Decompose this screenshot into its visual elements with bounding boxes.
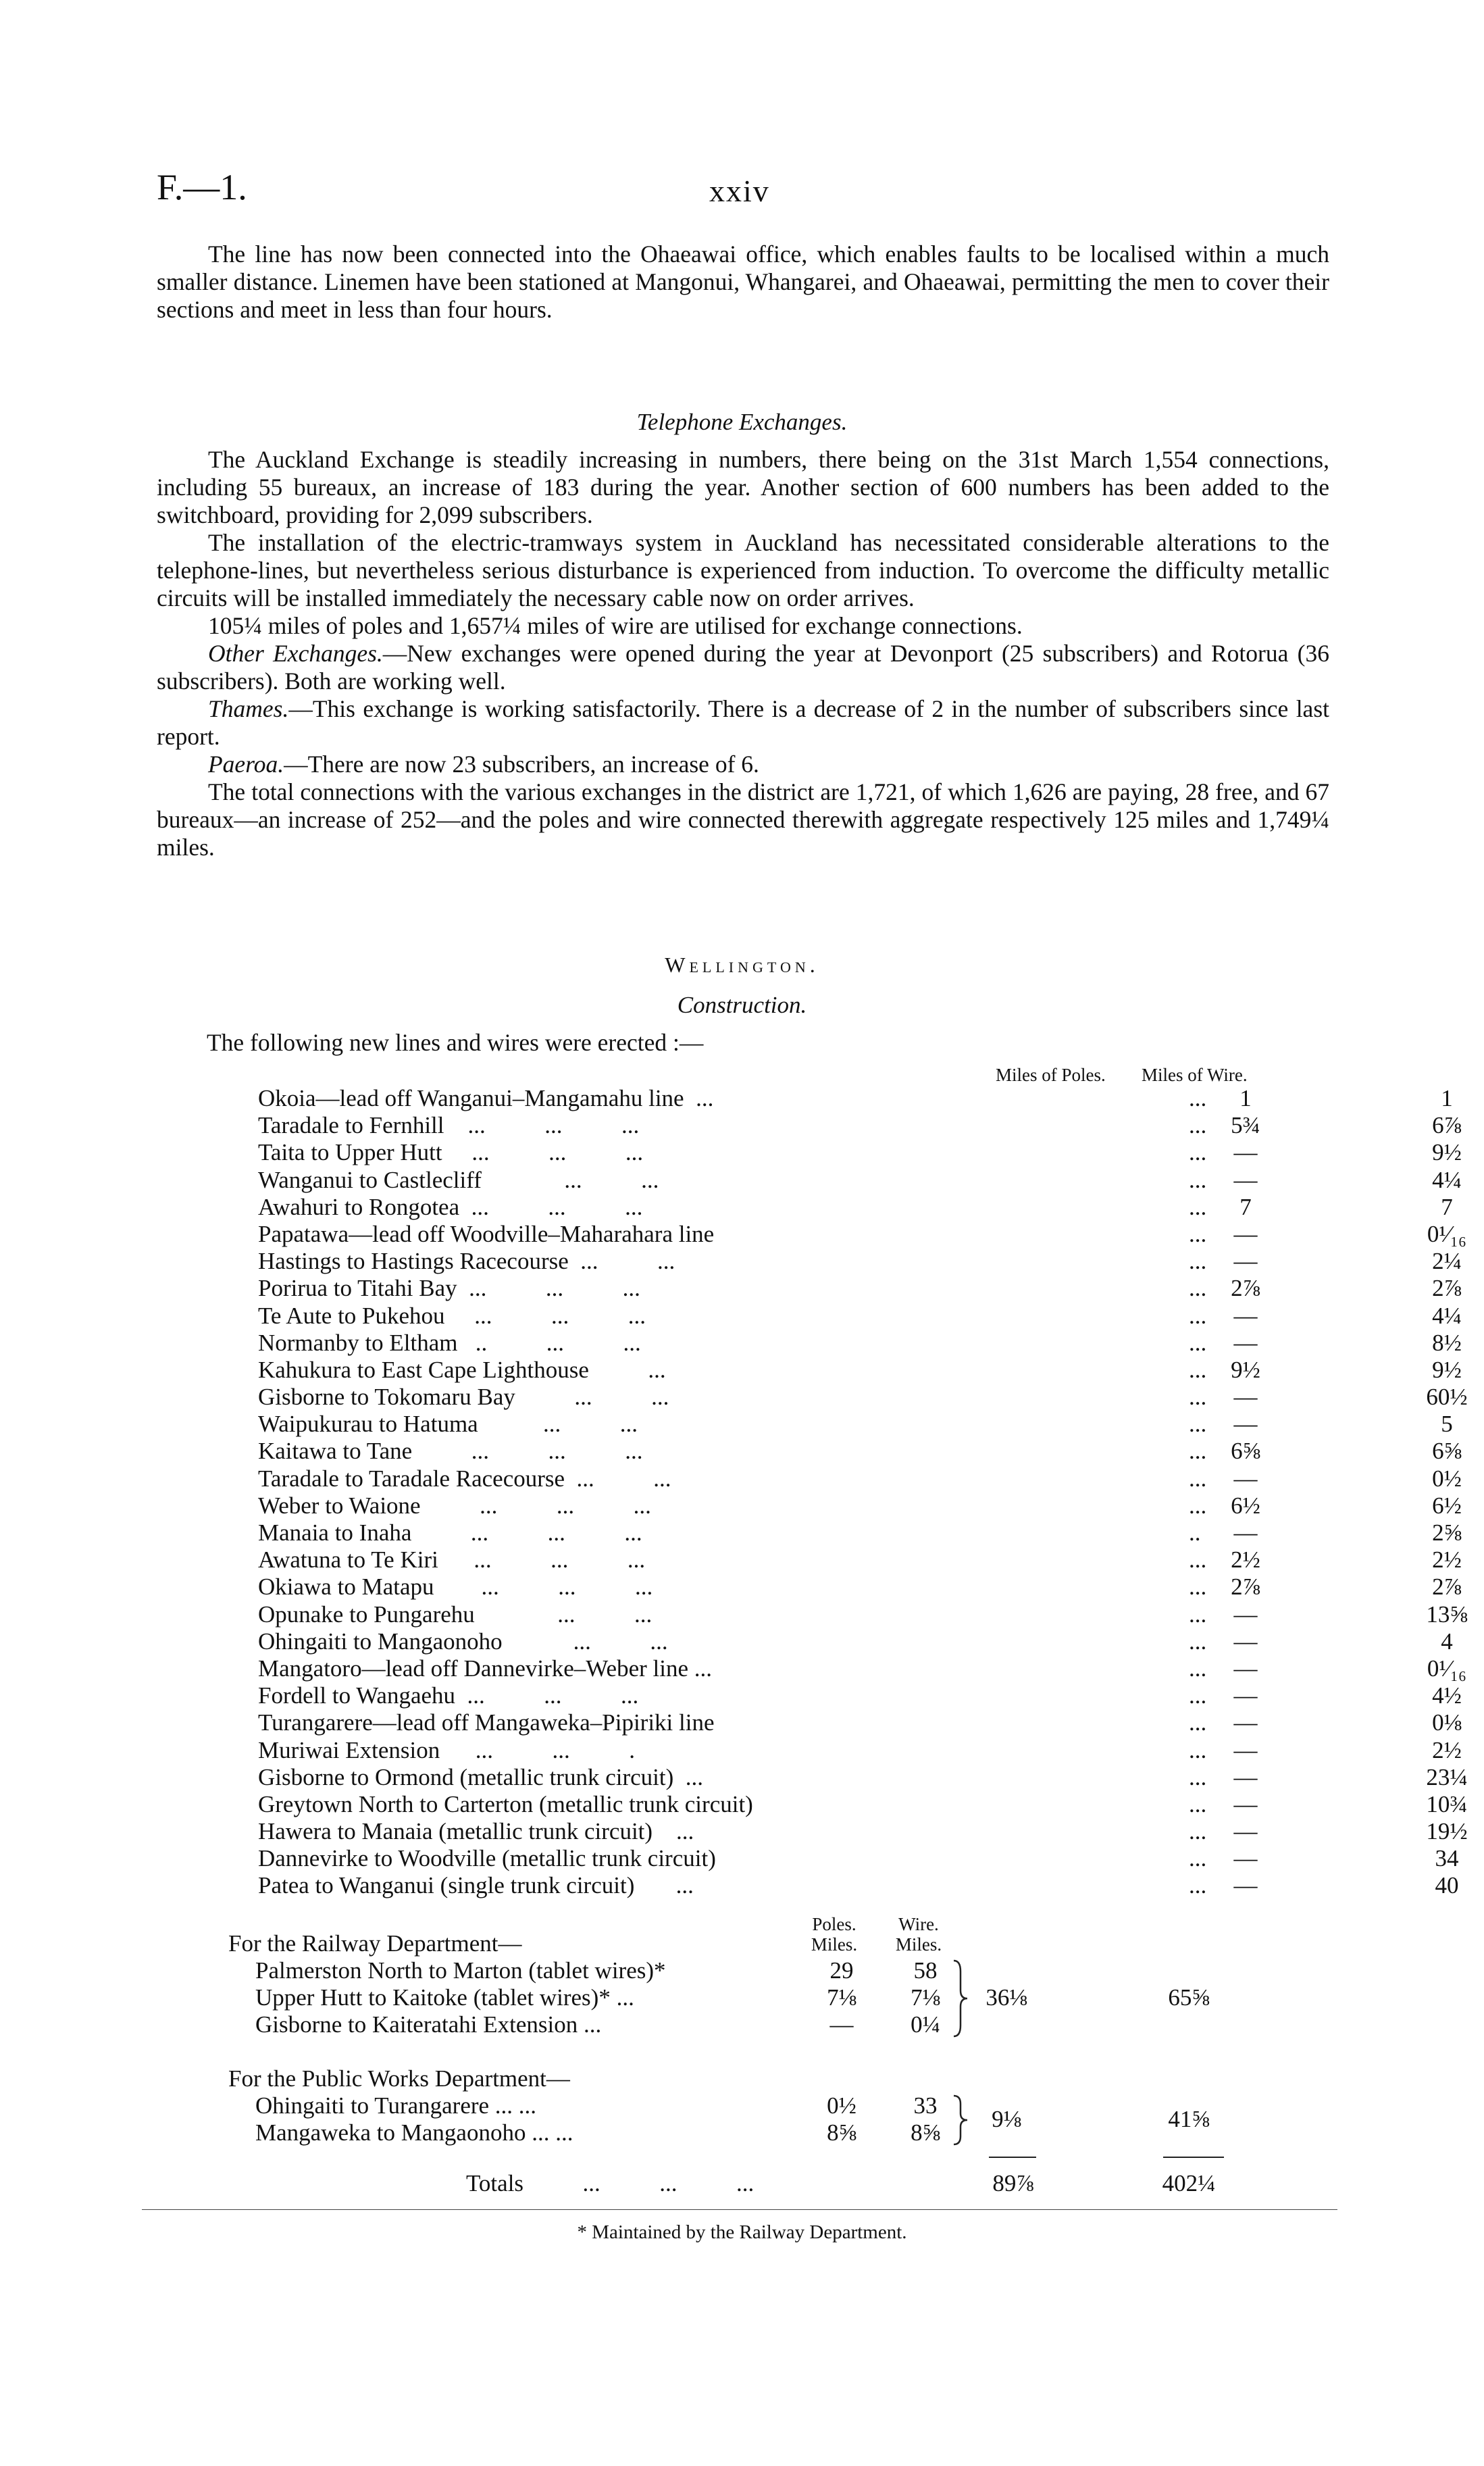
totals-poles: 89⅞ — [992, 2170, 1034, 2196]
railway-item-wire: 0¼ — [911, 2011, 940, 2038]
leader-dots: ... — [1189, 1384, 1207, 1411]
leader-dots: ... — [1189, 1763, 1207, 1790]
intro-paragraph-block — [157, 241, 1329, 324]
miles-of-poles: — — [1233, 1845, 1258, 1872]
miles-of-wire: 2¼ — [1432, 1248, 1462, 1275]
miles-of-wire: 19½ — [1426, 1818, 1468, 1845]
document-reference: F.—1. — [157, 167, 247, 207]
leader-dots: ... — [1189, 1139, 1207, 1166]
leader-dots: ... — [1189, 1166, 1207, 1193]
leader-dots: ... — [1189, 1546, 1207, 1574]
miles-of-poles: — — [1233, 1248, 1258, 1275]
railway-item-poles: 7⅛ — [827, 1984, 856, 2011]
table-row — [258, 1655, 1467, 1682]
miles-of-poles: 2½ — [1231, 1546, 1260, 1574]
table-row — [258, 1384, 1468, 1411]
telephone-heading: Telephone Exchanges. — [636, 409, 848, 435]
miles-of-poles: — — [1233, 1329, 1258, 1356]
miles-of-poles: — — [1233, 1709, 1258, 1736]
table-row — [258, 1112, 1462, 1139]
table-row — [258, 1546, 1462, 1574]
miles-of-wire: 0¹⁄₁₆ — [1427, 1220, 1467, 1247]
miles-of-poles: — — [1233, 1818, 1258, 1845]
table-row — [258, 1736, 1462, 1764]
miles-of-poles: — — [1233, 1601, 1258, 1628]
subheader-wire — [881, 1914, 956, 1955]
line-name: Hastings to Hastings Racecourse ... ... — [258, 1248, 675, 1275]
miles-of-poles: 6½ — [1231, 1492, 1260, 1519]
telephone-section — [157, 446, 1329, 861]
miles-of-wire: 4¼ — [1432, 1302, 1462, 1329]
leader-dots: ... — [1189, 1736, 1207, 1763]
line-name: Okiawa to Matapu ... ... ... — [258, 1574, 653, 1601]
telephone-paragraph-3: 105¼ miles of poles and 1,657¼ miles of wire are utilised for exchange connections. — [208, 612, 1023, 639]
miles-of-poles: — — [1233, 1465, 1258, 1492]
miles-of-wire: 23¼ — [1426, 1763, 1468, 1790]
miles-of-wire: 5 — [1441, 1411, 1453, 1438]
line-name: Taradale to Fernhill ... ... ... — [258, 1112, 640, 1139]
miles-of-poles: — — [1233, 1166, 1258, 1193]
leader-dots: ... — [1189, 1275, 1207, 1302]
table-row — [258, 1709, 1462, 1736]
public-works-total-poles: 9⅛ — [992, 2106, 1021, 2132]
railway-total-wire: 65⅝ — [1168, 1984, 1210, 2011]
public-works-item-poles: 8⅝ — [827, 2119, 856, 2146]
line-name: Gisborne to Tokomaru Bay ... ... — [258, 1384, 669, 1411]
line-name: Okoia—lead off Wanganui–Mangamahu line ... — [258, 1085, 714, 1111]
line-name: Dannevirke to Woodville (metallic trunk circuit) — [258, 1845, 716, 1872]
subheader-poles — [797, 1914, 871, 1955]
subheader-poles-unit: Miles. — [811, 1934, 858, 1955]
subheader-wire-label: Wire. — [898, 1914, 939, 1934]
railway-total-poles: 36⅛ — [986, 1984, 1027, 2011]
miles-of-wire: 9½ — [1432, 1356, 1462, 1383]
miles-of-wire: 4½ — [1432, 1682, 1462, 1709]
miles-of-poles: 1 — [1239, 1085, 1252, 1111]
public-works-item-wire: 8⅝ — [911, 2119, 940, 2146]
leader-dots: ... — [1189, 1790, 1207, 1817]
leader-dots: ... — [1189, 1220, 1207, 1247]
page-number: xxiv — [709, 174, 770, 208]
miles-of-wire: 10¾ — [1426, 1790, 1468, 1817]
leader-dots: ... — [1189, 1492, 1207, 1519]
leader-dots: ... — [1189, 1655, 1207, 1682]
column-header-poles: Miles of Poles. — [996, 1065, 1106, 1085]
construction-lines-table — [258, 1085, 1468, 1900]
leader-dots: ... — [1189, 1709, 1207, 1736]
miles-of-poles: 5¾ — [1231, 1112, 1260, 1139]
construction-intro: The following new lines and wires were erected :— — [207, 1029, 704, 1056]
table-row — [258, 1519, 1462, 1546]
line-name: Muriwai Extension ... ... . — [258, 1736, 636, 1763]
leader-dots: ... — [1189, 1411, 1207, 1438]
telephone-paragraph-2: The installation of the electric-tramways system in Auckland has necessitated considerable alterations to the telephone-lines, but nevertheless serious disturbance is experienced from induction. To overcome the difficulty metallic circuits will be installed immediately the necessary cable now on order arrives. — [157, 529, 1329, 611]
table-row — [258, 1818, 1468, 1845]
miles-of-poles: 2⅞ — [1231, 1574, 1260, 1601]
table-row — [258, 1763, 1468, 1791]
railway-heading: For the Railway Department— — [228, 1930, 522, 1957]
leader-dots: ... — [1189, 1302, 1207, 1329]
subheader-poles-label: Poles. — [812, 1914, 856, 1934]
miles-of-poles: — — [1233, 1302, 1258, 1329]
leader-dots: ... — [1189, 1356, 1207, 1383]
leader-dots: ... — [1189, 1818, 1207, 1845]
table-row — [258, 1302, 1462, 1330]
table-row — [258, 1438, 1462, 1465]
line-name: Normanby to Eltham .. ... ... — [258, 1329, 641, 1356]
miles-of-poles: — — [1233, 1872, 1258, 1899]
leader-dots: ... — [1189, 1329, 1207, 1356]
thames-text: —This exchange is working satisfactorily. There is a decrease of 2 in the number of subscribers since last report. — [157, 695, 1329, 750]
miles-of-poles: — — [1233, 1736, 1258, 1763]
line-name: Gisborne to Ormond (metallic trunk circuit) ... — [258, 1763, 704, 1790]
line-name: Hawera to Manaia (metallic trunk circuit) ... — [258, 1818, 694, 1845]
public-works-item-poles: 0½ — [827, 2092, 856, 2119]
miles-of-wire: 2⅞ — [1432, 1275, 1462, 1302]
table-row — [258, 1628, 1453, 1655]
table-row — [258, 1220, 1467, 1248]
line-name: Taita to Upper Hutt ... ... ... — [258, 1139, 644, 1166]
public-works-total-wire: 41⅝ — [1168, 2106, 1210, 2132]
railway-item-poles: 29 — [829, 1957, 854, 1984]
miles-of-wire: 2½ — [1432, 1546, 1462, 1574]
column-header-wire: Miles of Wire. — [1142, 1065, 1248, 1085]
table-row — [258, 1411, 1453, 1438]
table-row — [258, 1492, 1462, 1519]
wellington-heading: Wellington. — [665, 953, 819, 977]
line-name: Porirua to Titahi Bay ... ... ... — [258, 1275, 640, 1302]
line-name: Manaia to Inaha ... ... ... — [258, 1519, 642, 1546]
miles-of-wire: 40 — [1435, 1872, 1459, 1899]
railway-item-wire: 58 — [913, 1957, 938, 1984]
line-name: Turangarere—lead off Mangaweka–Pipiriki line — [258, 1709, 715, 1736]
totals-wire: 402¼ — [1162, 2170, 1216, 2196]
table-row — [258, 1248, 1462, 1275]
leader-dots: ... — [1189, 1085, 1207, 1111]
leader-dots: ... — [1189, 1248, 1207, 1275]
telephone-paragraph-5 — [157, 695, 1329, 751]
table-row — [258, 1465, 1462, 1492]
line-name: Waipukurau to Hatuma ... ... — [258, 1411, 638, 1438]
telephone-paragraph-7: The total connections with the various exchanges in the district are 1,721, of which 1,626 are paying, 28 free, and 67 bureaux—an increase of 252—and the poles and wire connected therewith aggregate respectively 125 miles and 1,749¼ miles. — [157, 778, 1329, 861]
miles-of-wire: 0½ — [1432, 1465, 1462, 1492]
miles-of-poles: 6⅝ — [1231, 1438, 1260, 1465]
construction-heading: Construction. — [677, 992, 807, 1018]
line-name: Fordell to Wangaehu ... ... ... — [258, 1682, 639, 1709]
table-row — [258, 1682, 1462, 1709]
public-works-item-name: Mangaweka to Mangaonoho ... ... — [255, 2119, 573, 2146]
miles-of-wire: 6½ — [1432, 1492, 1462, 1519]
miles-of-wire: 34 — [1435, 1845, 1459, 1872]
miles-of-poles: — — [1233, 1519, 1258, 1546]
leader-dots: ... — [1189, 1845, 1207, 1872]
leader-dots: ... — [1189, 1465, 1207, 1492]
miles-of-poles: — — [1233, 1682, 1258, 1709]
miles-of-poles: — — [1233, 1655, 1258, 1682]
telephone-paragraph-4 — [157, 640, 1329, 695]
other-exchanges-text: —New exchanges were opened during the year at Devonport (25 subscribers) and Rotorua (36 subscribers). Both are working well. — [157, 640, 1329, 695]
miles-of-wire: 2⅝ — [1432, 1519, 1462, 1546]
paeroa-text: —There are now 23 subscribers, an increase of 6. — [284, 751, 759, 778]
line-name: Opunake to Pungarehu ... ... — [258, 1601, 653, 1628]
footnote-rule — [142, 2209, 1337, 2210]
leader-dots: ... — [1189, 1601, 1207, 1628]
totals-rule-poles — [989, 2157, 1036, 2158]
miles-of-poles: — — [1233, 1139, 1258, 1166]
public-works-item-wire: 33 — [913, 2092, 938, 2119]
thames-label: Thames. — [208, 695, 289, 722]
miles-of-poles: — — [1233, 1628, 1258, 1655]
line-name: Kaitawa to Tane ... ... ... — [258, 1438, 643, 1465]
miles-of-poles: — — [1233, 1763, 1258, 1790]
table-row — [258, 1601, 1468, 1628]
leader-dots: ... — [1189, 1438, 1207, 1465]
miles-of-wire: 9½ — [1432, 1139, 1462, 1166]
leader-dots: ... — [1189, 1112, 1207, 1139]
miles-of-wire: 0¹⁄₁₆ — [1427, 1655, 1467, 1682]
miles-of-poles: — — [1233, 1411, 1258, 1438]
miles-of-poles: — — [1233, 1790, 1258, 1817]
railway-item-name: Palmerston North to Marton (tablet wires)* — [255, 1957, 666, 1984]
miles-of-wire: 6⅞ — [1432, 1112, 1462, 1139]
telephone-paragraph-6 — [157, 751, 1329, 778]
line-name: Taradale to Taradale Racecourse ... ... — [258, 1465, 671, 1492]
miles-of-poles: 2⅞ — [1231, 1275, 1260, 1302]
public-works-heading: For the Public Works Department— — [228, 2065, 570, 2092]
footnote: * Maintained by the Railway Department. — [577, 2221, 907, 2243]
line-name: Greytown North to Carterton (metallic trunk circuit) — [258, 1790, 753, 1817]
other-exchanges-label: Other Exchanges. — [208, 640, 383, 667]
line-name: Papatawa—lead off Woodville–Maharahara line — [258, 1220, 715, 1247]
line-name: Kahukura to East Cape Lighthouse ... — [258, 1356, 666, 1383]
leader-dots: .. — [1189, 1519, 1201, 1546]
line-name: Ohingaiti to Mangaonoho ... ... — [258, 1628, 668, 1655]
telephone-paragraph-1: The Auckland Exchange is steadily increasing in numbers, there being on the 31st March 1,554 connections, including 55 bureaux, an increase of 183 during the year. Another section of 600 numbers has been added to the switchboard, providing for 2,099 subscribers. — [157, 446, 1329, 528]
miles-of-wire: 13⅝ — [1426, 1601, 1468, 1628]
miles-of-poles: — — [1233, 1220, 1258, 1247]
miles-of-poles: 7 — [1239, 1193, 1252, 1220]
railway-item-poles: — — [829, 2011, 854, 2038]
table-row — [258, 1356, 1462, 1384]
table-row — [258, 1166, 1462, 1194]
leader-dots: ... — [1189, 1193, 1207, 1220]
subheader-wire-unit: Miles. — [895, 1934, 942, 1955]
line-name: Te Aute to Pukehou ... ... ... — [258, 1302, 646, 1329]
line-name: Wanganui to Castlecliff ... ... — [258, 1166, 659, 1193]
table-row — [258, 1139, 1462, 1166]
totals-rule-wire — [1163, 2157, 1224, 2158]
leader-dots: ... — [1189, 1574, 1207, 1601]
miles-of-wire: 60½ — [1426, 1384, 1468, 1411]
miles-of-wire: 6⅝ — [1432, 1438, 1462, 1465]
line-name: Weber to Waione ... ... ... — [258, 1492, 651, 1519]
totals-label: Totals ... ... ... — [466, 2170, 754, 2196]
table-row — [258, 1085, 1453, 1112]
table-row — [258, 1329, 1462, 1357]
miles-of-wire: 1 — [1441, 1085, 1453, 1111]
miles-of-wire: 4 — [1441, 1628, 1453, 1655]
leader-dots: ... — [1189, 1628, 1207, 1655]
railway-item-name: Gisborne to Kaiteratahi Extension ... — [255, 2011, 602, 2038]
miles-of-wire: 0⅛ — [1432, 1709, 1462, 1736]
table-row — [258, 1845, 1459, 1872]
line-name: Mangatoro—lead off Dannevirke–Weber line ... — [258, 1655, 712, 1682]
line-name: Patea to Wanganui (single trunk circuit) ... — [258, 1872, 694, 1899]
table-row — [258, 1275, 1462, 1302]
table-row — [258, 1872, 1459, 1899]
miles-of-wire: 2½ — [1432, 1736, 1462, 1763]
miles-of-wire: 8½ — [1432, 1329, 1462, 1356]
paeroa-label: Paeroa. — [208, 751, 284, 778]
table-row — [258, 1574, 1462, 1601]
miles-of-wire: 7 — [1441, 1193, 1453, 1220]
miles-of-poles: — — [1233, 1384, 1258, 1411]
railway-item-wire: 7⅛ — [911, 1984, 940, 2011]
leader-dots: ... — [1189, 1872, 1207, 1899]
miles-of-wire: 2⅞ — [1432, 1574, 1462, 1601]
miles-of-wire: 4¼ — [1432, 1166, 1462, 1193]
line-name: Awahuri to Rongotea ... ... ... — [258, 1193, 643, 1220]
table-row — [258, 1790, 1468, 1818]
railway-item-name: Upper Hutt to Kaitoke (tablet wires)* ... — [255, 1984, 634, 2011]
table-row — [258, 1193, 1453, 1221]
intro-paragraph: The line has now been connected into the Ohaeawai office, which enables faults to be localised within a much smaller distance. Linemen have been stationed at Mangonui, Whangarei, and Ohaeawai, permitting the men to cover their sections and meet in less than four hours. — [157, 241, 1329, 323]
miles-of-poles: 9½ — [1231, 1356, 1260, 1383]
public-works-item-name: Ohingaiti to Turangarere ... ... — [255, 2092, 537, 2119]
leader-dots: ... — [1189, 1682, 1207, 1709]
line-name: Awatuna to Te Kiri ... ... ... — [258, 1546, 646, 1574]
